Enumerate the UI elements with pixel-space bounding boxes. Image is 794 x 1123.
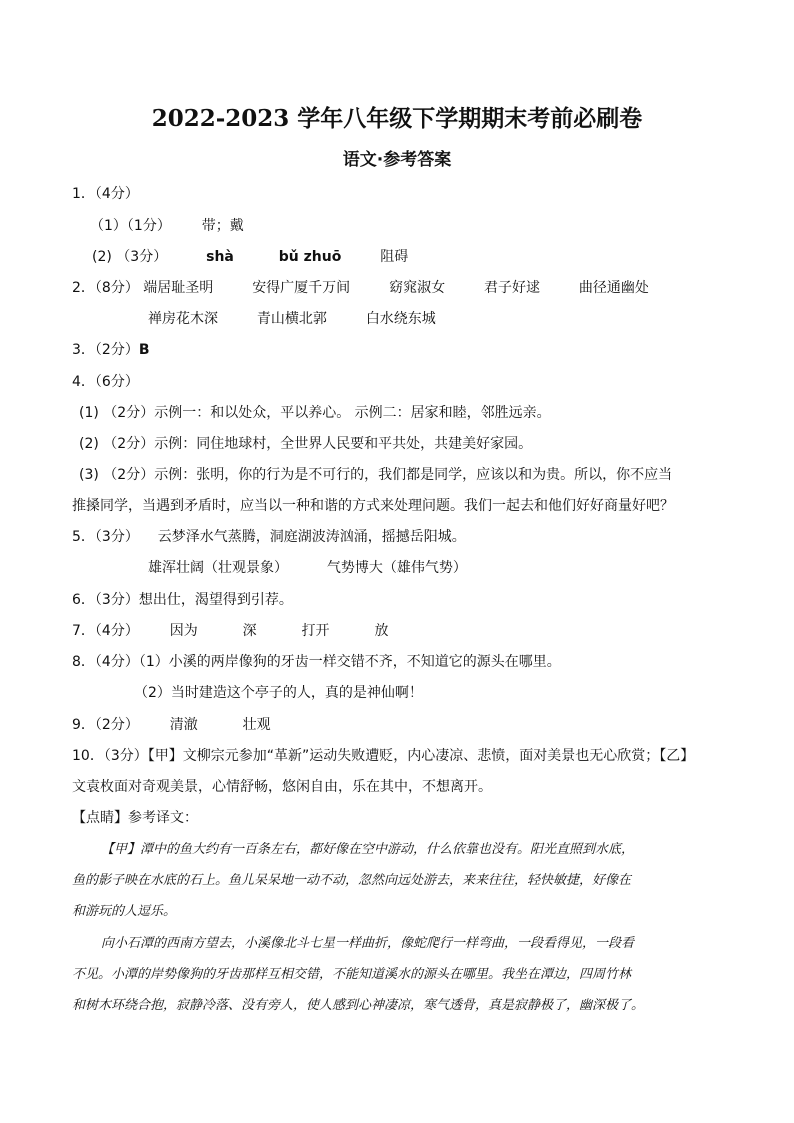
q1-part2-number: (2) （3分）: [92, 249, 168, 265]
q8-header: 8．（4分）: [72, 654, 139, 670]
q7-item: 深: [242, 623, 257, 639]
q1-part2-pinyin-b: bǔ zhuō: [278, 249, 342, 265]
q1-part1: [90, 216, 244, 236]
q9-header: 9．（2分）: [72, 717, 139, 733]
q3-line: [72, 340, 150, 360]
q2-line2: [148, 309, 436, 329]
q1-part2-pinyin-a: shà: [206, 249, 234, 265]
q5-line2: [148, 558, 467, 578]
q1-part1-answer: 带；戴: [201, 218, 244, 234]
translation-line: 和游玩的人逗乐。: [72, 904, 177, 919]
q5-answer-2: 雄浑壮阔（壮观景象）: [148, 560, 288, 576]
q7-line: [72, 621, 388, 641]
q7-item: 打开: [301, 623, 330, 639]
q10-header: 10．（3分）: [72, 748, 148, 764]
q2-item: 青山横北郭: [256, 311, 327, 327]
q8-answer-1: （1）小溪的两岸像狗的牙齿一样交错不齐，不知道它的源头在哪里。: [138, 654, 561, 670]
q2-line1: [72, 278, 649, 298]
q10-answer-2: 文袁枚面对奇观美景，心情舒畅，悠闲自由，乐在其中，不想离开。: [72, 779, 492, 795]
q8-answer-2: （2）当时建造这个亭子的人，真的是神仙啊！: [134, 685, 423, 701]
dianjing-label: 【点睛】参考译文：: [72, 810, 198, 826]
q10-line1: [72, 746, 694, 766]
q5-header: 5．（3分）: [72, 529, 139, 545]
q2-item: 白水绕东城: [365, 311, 436, 327]
q7-item: 放: [374, 623, 389, 639]
q5-answer-3: 气势博大（雄伟气势）: [326, 560, 467, 576]
page-subtitle: 语文·参考答案: [342, 150, 452, 170]
q2-item: 君子好逑: [484, 280, 540, 296]
q3-header: 3．（2分）: [72, 342, 139, 358]
q2-item: 安得广厦千万间: [252, 280, 351, 296]
q1-header: 1．（4分）: [72, 186, 139, 202]
q4-part3-line2: 推搡同学，当遇到矛盾时，应当以一种和谐的方式来处理问题。我们一起去和他们好好商量好吧？: [72, 498, 674, 514]
q4-part2: (2) （2分）示例：同住地球村，全世界人民要和平共处，共建美好家园。: [79, 436, 533, 452]
q4-part3-line1: (3) （2分）示例：张明，你的行为是不可行的，我们都是同学，应该以和为贵。所以，你不应当: [79, 467, 673, 483]
q7-header: 7．（4分）: [72, 623, 139, 639]
q1-part2-answer-c: 阻碍: [380, 249, 409, 265]
q7-item: 因为: [169, 623, 198, 639]
q1-part2: [92, 247, 408, 267]
q2-item: 曲径通幽处: [578, 280, 649, 296]
q4-part1: (1) （2分）示例一：和以处众，平以养心。 示例二：居家和睦，邻胜远亲。: [79, 405, 551, 421]
q6-header: 6．（3分）: [72, 592, 139, 608]
q3-answer: B: [138, 342, 150, 358]
q9-item: 壮观: [242, 717, 271, 733]
q9-line: [72, 715, 271, 735]
q2-item: 窈窕淑女: [389, 280, 446, 296]
q1-part1-number: （1）（1分）: [90, 218, 171, 234]
q4-header: 4．（6分）: [72, 374, 139, 390]
q8-line1: [72, 652, 561, 672]
q2-item: 禅房花木深: [148, 311, 218, 327]
page-title: 2022-2023 学年八年级下学期期末考前必刷卷: [151, 105, 643, 132]
q5-answer-1: 云梦泽水气蒸腾，洞庭湖波涛汹涌，摇撼岳阳城。: [157, 529, 466, 545]
q9-item: 清澈: [169, 717, 198, 733]
translation-line: 和树木环绕合抱，寂静冷落、没有旁人，使人感到心神凄凉，寒气透骨，真是寂静极了，幽深极了。: [72, 998, 645, 1013]
q2-item: 端居耻圣明: [143, 280, 214, 296]
translation-line: 【甲】潭中的鱼大约有一百条左右，都好像在空中游动，什么依靠也没有。阳光直照到水底，: [101, 842, 635, 857]
translation-line: 向小石潭的西南方望去，小溪像北斗七星一样曲折，像蛇爬行一样弯曲，一段看得见，一段看: [101, 936, 635, 951]
translation-line: 鱼的影子映在水底的石上。鱼儿呆呆地一动不动，忽然向远处游去，来来往往，轻快敏捷，好像在: [72, 873, 632, 888]
translation-line: 不见。小潭的岸势像狗的牙齿那样互相交错，不能知道溪水的源头在哪里。我坐在潭边，四周竹林: [72, 967, 632, 982]
q2-header: 2．（8分）: [72, 280, 139, 296]
q5-line1: [72, 527, 466, 547]
q6-line: [72, 590, 293, 610]
q6-answer: 想出仕，渴望得到引荐。: [138, 592, 293, 608]
q10-answer-1: 【甲】文柳宗元参加“革新”运动失败遭贬，内心凄凉、悲愤，面对美景也无心欣赏；【乙】: [147, 748, 695, 764]
